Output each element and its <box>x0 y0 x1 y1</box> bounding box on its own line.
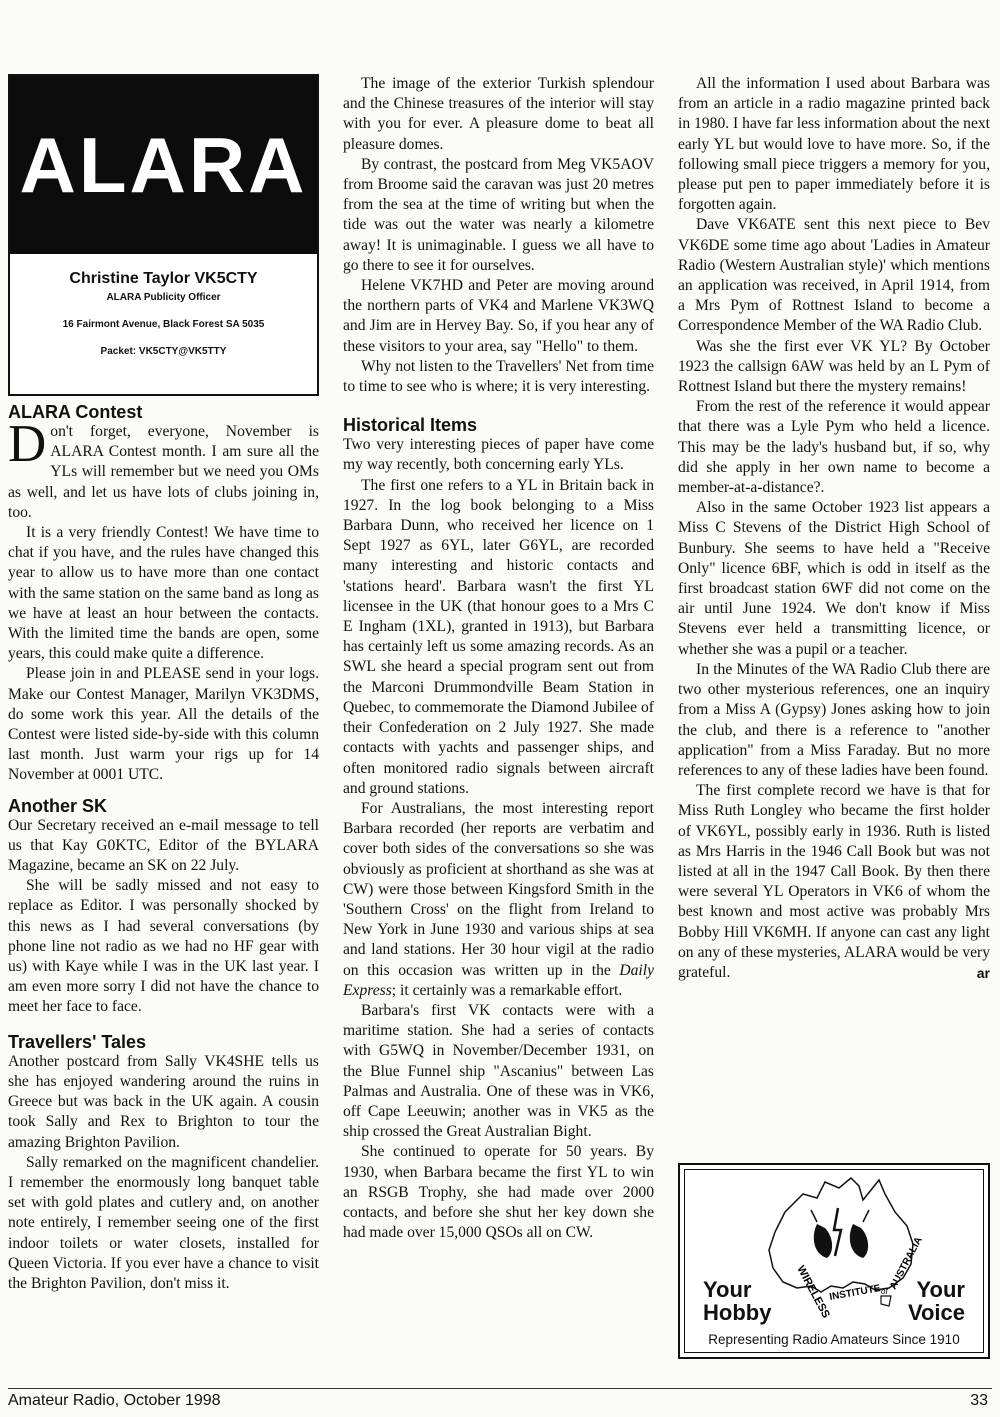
paragraph: Barbara's first VK contacts were with a maritime station. She had a series of contacts with G5WQ in November/December 1931, on the Blue Funnel ship "Ascanius" between Las Palmas and Australia. One of these was in VK6, off Cape Leeuwin; another was in VK5 as the ship crossed the Great Australian Bight. <box>343 1001 654 1141</box>
section-heading: Another SK <box>8 795 107 816</box>
section-contest <box>8 402 319 786</box>
column-masthead <box>8 74 319 396</box>
svg-text:INSTITUTE: INSTITUTE <box>828 1283 882 1303</box>
paragraph: Don't forget, everyone, November is ALARA Contest month. I am sure all the YLs will remember but we need you OMs as well, and let us have lots of clubs joining in, too. <box>8 415 319 521</box>
section-historical-items <box>343 415 654 1243</box>
paragraph: Dave VK6ATE sent this next piece to Bev VK6DE some time ago about 'Ladies in Amateur Radio (Western Australian style)' which mentions an application was received, in April 1914, from a Mrs Pym of Rottnest Island to become a Correspondence Member of the WA Radio Club. <box>678 216 990 335</box>
ad-right-slogan: Your Voice <box>907 1277 965 1325</box>
paragraph: She will be sadly missed and not easy to replace as Editor. I was personally shocked by this news as I had several conversations (by phone line not radio as we had no HF gear with us) with Kaye while I was in the UK last year. I am even more sorry I did not have the chance to meet her face to face. <box>8 877 319 1016</box>
author-packet: Packet: VK5CTY@VK5TTY <box>100 346 227 357</box>
publication-name: Daily Express <box>343 961 654 999</box>
paragraph: Why not listen to the Travellers' Net from time to time to see who is where; it is very interesting. <box>343 357 654 396</box>
svg-text:WIRELESS: WIRELESS <box>794 1263 832 1321</box>
paragraph: From the rest of the reference it would appear that there was a Lyle Pym who held a licence. This may be the lady's husband but, if so, why did she apply in her own name to become a member-at-a-distance?. <box>678 398 990 497</box>
paragraph: The first complete record we have is that for Miss Ruth Longley who became the first holder of VK6YL, possibly early in 1936. Ruth is listed as Mrs Harris in the 1946 Call Book but was not listed at all in the 1947 Call Book. By then there were several YL Operators in VK6 of whom the best known and most active was probably Mrs Bobby Hill VK6MH. If anyone can cast any light on any of these mysteries, ALARA would be very grateful. ar <box>678 781 990 983</box>
column-1 <box>8 74 319 1294</box>
signature: ar <box>976 964 990 981</box>
section-heading: Travellers' Tales <box>8 1031 147 1052</box>
australia-map-logo <box>755 1172 925 1322</box>
section-heading: Historical Items <box>343 415 478 436</box>
section-heading: ALARA Contest <box>8 402 143 422</box>
paragraph: All the information I used about Barbara was from an article in a radio magazine printed back in 1980. I have far less information about the next early YL but would love to have more. So, if the following small piece triggers a memory for you, please put pen to paper immediately before it is forgotten again. <box>678 75 990 214</box>
ad-tagline: Representing Radio Amateurs Since 1910 <box>708 1332 960 1347</box>
author-address: 16 Fairmont Avenue, Black Forest SA 5035 <box>62 319 265 330</box>
paragraph: In the Minutes of the WA Radio Club there are two other mysterious references, one an inquiry from a Miss A (Gypsy) Jones asking how to join the club, and there is a reference to "another application" from a Miss Faraday. But no more references to any of these ladies have been found. <box>678 660 990 779</box>
svg-text:AUSTRALIA: AUSTRALIA <box>887 1235 925 1292</box>
author-name: Christine Taylor VK5CTY <box>69 270 258 287</box>
svg-text:of: of <box>881 1287 888 1296</box>
section-another-sk <box>8 796 319 1018</box>
paragraph: She continued to operate for 50 years. By 1930, when Barbara became the first YL to win an RSGB Trophy, she had made over 2000 contacts, and before she shut her key down she had made over 15,000 QSOs all on CW. <box>343 1143 654 1242</box>
author-role: ALARA Publicity Officer <box>106 292 221 303</box>
drop-cap: D <box>8 415 47 473</box>
paragraph: It is a very friendly Contest! We have time to chat if you have, and the rules have changed this year to allow us to have more than one contact with the same station on the same band as long as we have at least an hour between the contacts. With the limited time the bands are open, some years, this could make quite a difference. <box>8 524 319 663</box>
page-number: 33 <box>970 1392 988 1409</box>
paragraph: Also in the same October 1923 list appears a Miss C Stevens of the District High School of Bunbury. She seems to have held a "Receive Only" licence 6BF, which is odd in itself as the first broadcast station 6WF did not come on the air until June 1924. We don't know if Miss Stevens ever held a transmitting licence, or whether she was a pupil or a teacher. <box>678 499 990 658</box>
paragraph: Sally remarked on the magnificent chandelier. I remember the enormously long banquet table set with gold plates and cutlery and, on another note entirely, I remember seeing one of the first indoor toilets or water closets, installed for Queen Victoria. If you ever have a chance to visit the Brighton Pavilion, don't miss it. <box>8 1153 319 1292</box>
masthead-title: ALARA <box>19 121 308 209</box>
paragraph: Two very interesting pieces of paper have come my way recently, both concerning early YLs. <box>343 436 654 474</box>
footer-divider <box>8 1388 992 1389</box>
column-3 <box>678 74 990 983</box>
paragraph: Helene VK7HD and Peter are moving around the northern parts of VK4 and Marlene VK3WQ and Jim are in Hervey Bay. So, if you hear any of these visitors to your area, say "Hello" to them. <box>343 277 654 355</box>
paragraph: For Australians, the most interesting report Barbara recorded (her reports are verbatim and cover both sides of the conversations so she was obviously as proficient at shorthand as she was at CW) were those between Kingsford Smith in the 'Southern Cross' on the flight from Ireland to New York in June 1930 and various ships at sea and land stations. Her 30 hour vigil at the radio on this occasion was written up in the Daily Express; it certainly was a remarkable effort. <box>343 799 654 999</box>
section-travellers-tales <box>8 1032 319 1294</box>
paragraph: Our Secretary received an e-mail message to tell us that Kay G0KTC, Editor of the BYLARA Magazine, became an SK on 22 July. <box>8 816 319 875</box>
paragraph: Please join in and PLEASE send in your logs. Make our Contest Manager, Marilyn VK3DMS, do some work this year. All the details of the Contest were listed side-by-side with this column last month. Just warm your rigs up for 14 November at 0001 UTC. <box>8 665 319 784</box>
paragraph: The image of the exterior Turkish splendour and the Chinese treasures of the interior will stay with you for ever. A pleasure dome to beat all pleasure domes. <box>343 75 654 153</box>
masthead-banner <box>10 76 317 254</box>
paragraph: Another postcard from Sally VK4SHE tells us she has enjoyed wandering around the ruins in Greece but was back in the UK again. A cousin took Sally and Rex to Brighton to tour the amazing Brighton Pavilion. <box>8 1052 319 1151</box>
wia-advertisement <box>678 1163 990 1359</box>
paragraph: The first one refers to a YL in Britain back in 1927. In the log book belonging to a Miss Barbara Dunn, who received her licence on 1 Sept 1927 as 6YL, later G6YL, are recorded many interesting and historic contacts and 'stations heard'. Barbara wasn't the first YL licensee in the UK (that honour goes to a Mrs C E Ingham (1XL), granted in 1913), but Barbara has certainly left us some amazing records. As an SWL she heard a special program sent out from the Marconi Drummondville Beam Station in Quebec, to commemorate the Diamond Jubilee of their Confederation on 2 July 1927. She made contacts with yachts and passenger ships, and often monitored radio signals between aircraft and ground stations. <box>343 476 654 797</box>
paragraph: By contrast, the postcard from Meg VK5AOV from Broome said the caravan was just 20 metres from the sea at the time of writing but when the tide was out the water was nearly a kilometre away! It is unimaginable. I guess we all have to go there to see it for ourselves. <box>343 155 654 274</box>
paragraph: Was she the first ever VK YL? By October 1923 the callsign 6AW was held by an L Pym of Rottnest Island but there the mystery remains! <box>678 337 990 396</box>
footer-publication: Amateur Radio, October 1998 <box>8 1392 221 1409</box>
column-2 <box>343 74 654 1243</box>
ad-left-slogan: Your Hobby <box>703 1277 772 1325</box>
